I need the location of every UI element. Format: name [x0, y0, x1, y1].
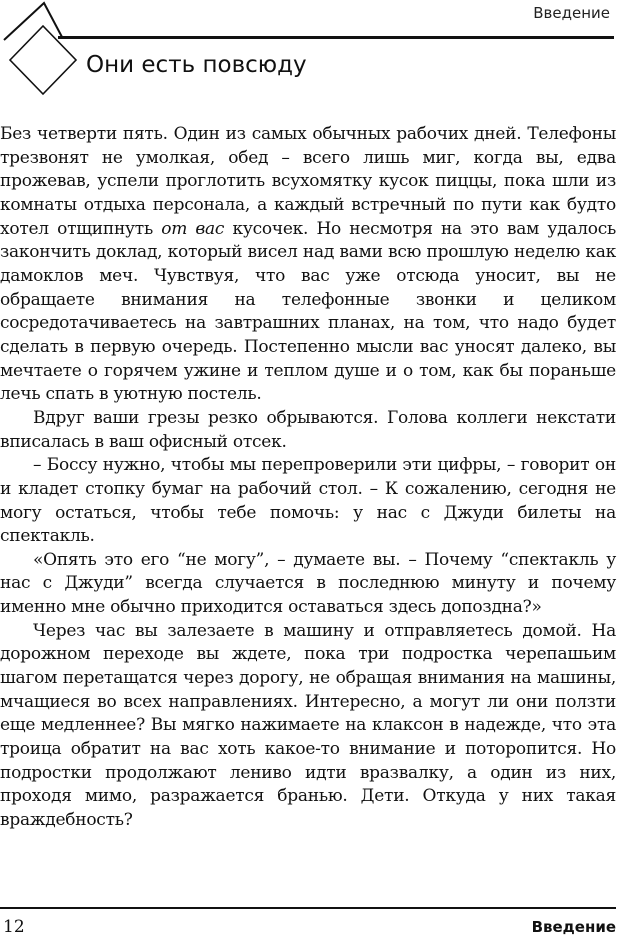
running-header-chapter: Введение: [533, 4, 610, 22]
paragraph-1-start: Без четверти пять. Один из самых обычных рабочих дней. Телефоны трезвонят не умолкая, обед – всего лишь миг, когда вы, едва прожевав, успели проглотить всухомятку кусок пиццы, пока шли из комнаты отдыха персонала, а каждый встречный по пути как будто хотел отщипнуть: [0, 124, 616, 239]
paragraph-3: – Боссу нужно, чтобы мы перепроверили эти цифры, – говорит он и кладет стопку бумаг на рабочий стол. – К сожалению, сегодня не могу остаться, чтобы тебе помочь: у нас с Джуди билеты на спектакль.: [0, 455, 616, 547]
paragraph-2: Вдруг ваши грезы резко обрываются. Голова коллеги некстати вписалась в ваш офисный отсек.: [0, 407, 616, 452]
emphasis-text: от вас: [161, 218, 225, 239]
paragraph-1: [0, 123, 616, 407]
running-footer-chapter: Введение: [531, 918, 616, 936]
page-number: 12: [3, 917, 25, 937]
section-title: Они есть повсюду: [86, 52, 307, 78]
paragraph-5: Через час вы залезаете в машину и отправляетесь домой. На дорожном переходе вы ждете, пока три подростка черепашьим шагом перетащатся через дорогу, не обращая внимания на машины, мчащиеся во всех направлениях. Интересно, а могут ли они ползти еще медленнее? Вы мягко нажимаете на клаксон в надежде, что эта троица обратит на вас хоть какое-то внимание и поторопится. Но подростки продолжают лениво идти вразвалку, а один из них, проходя мимо, разражается бранью. Дети. Откуда у них такая враждебность?: [0, 620, 616, 831]
paragraph-1-end: кусочек. Но несмотря на это вам удалось закончить доклад, который висел над вами всю прошлую неделю как дамоклов меч. Чувствуя, что вас уже отсюда уносит, вы не обращаете внимания на телефонные звонки и целиком сосредотачиваетесь на завтрашних планах, на том, что надо будет сделать в первую очередь. Постепенно мысли вас уносят далеко, вы мечтаете о горячем ужине и теплом душе и о том, как бы пораньше лечь спать в уютную постель.: [0, 218, 617, 405]
footer-rule: [0, 907, 616, 909]
header-rule: [58, 36, 614, 39]
body-text: [0, 123, 616, 833]
section-diamond-icon: [0, 0, 90, 100]
paragraph-4: «Опять это его “не могу”, – думаете вы. – Почему “спектакль у нас с Джуди” всегда случается в последнюю минуту и почему именно мне обычно приходится оставаться здесь допоздна?»: [0, 549, 616, 618]
